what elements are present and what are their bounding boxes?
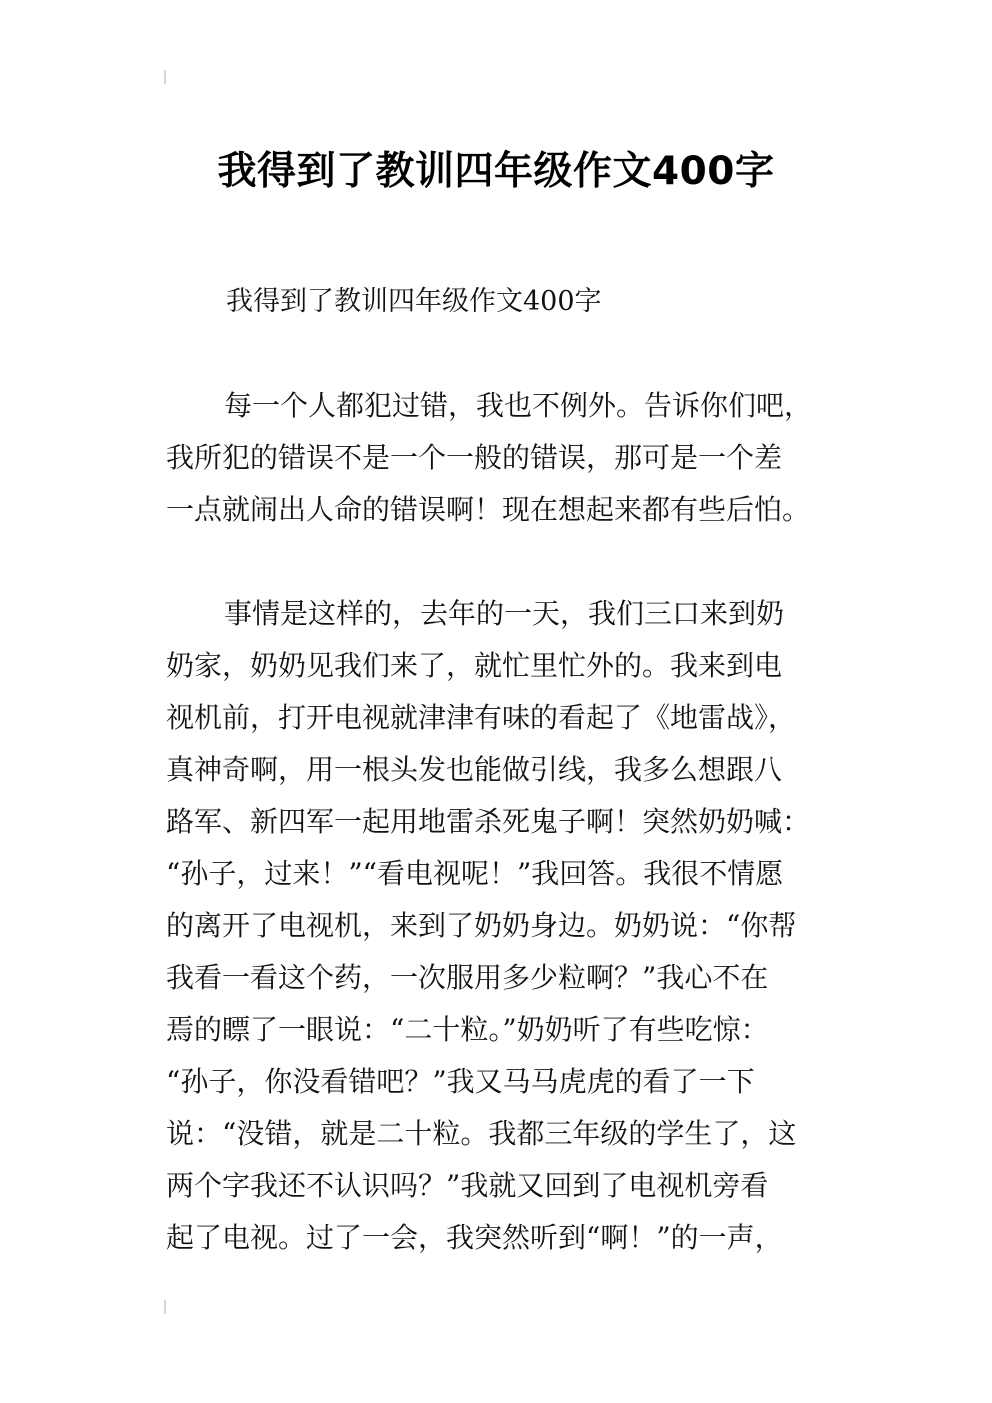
paragraph-line: 我看一看这个药，一次服用多少粒啊？”我心不在 [166, 961, 769, 994]
document-subtitle: 我得到了教训四年级作文400字 [226, 286, 602, 317]
paragraph-line: “孙子，过来！”“看电视呢！”我回答。我很不情愿 [166, 857, 784, 890]
paragraph-line: 视机前，打开电视就津津有味的看起了《地雷战》， [166, 701, 797, 734]
paragraph-line: 事情是这样的，去年的一天，我们三口来到奶 [224, 597, 785, 630]
paragraph-line: 我所犯的错误不是一个一般的错误，那可是一个差 [166, 441, 783, 474]
paragraph-line: 两个字我还不认识吗？”我就又回到了电视机旁看 [166, 1169, 769, 1202]
paragraph-1 [166, 380, 836, 536]
paragraph-line: 奶家，奶奶见我们来了，就忙里忙外的。我来到电 [166, 649, 783, 682]
paragraph-line: “孙子，你没看错吧？”我又马马虎虎的看了一下 [166, 1065, 755, 1098]
paragraph-line: 每一个人都犯过错，我也不例外。告诉你们吧， [224, 389, 813, 422]
paragraph-line: 起了电视。过了一会，我突然听到“啊！”的一声， [166, 1221, 783, 1254]
page-margin-mark-bottom [164, 1300, 166, 1314]
paragraph-line: 路军、新四军一起用地雷杀死鬼子啊！突然奶奶喊： [166, 805, 811, 838]
paragraph-line: 说：“没错，就是二十粒。我都三年级的学生了，这 [166, 1117, 797, 1150]
paragraph-line: 焉的瞟了一眼说：“二十粒。”奶奶听了有些吃惊： [166, 1013, 769, 1046]
paragraph-2 [166, 588, 836, 1264]
paragraph-line: 一点就闹出人命的错误啊！现在想起来都有些后怕。 [166, 493, 811, 526]
paragraph-line: 真神奇啊，用一根头发也能做引线，我多么想跟八 [166, 753, 783, 786]
paragraph-line: 的离开了电视机，来到了奶奶身边。奶奶说：“你帮 [166, 909, 797, 942]
page-margin-mark-top [164, 70, 166, 84]
page-title: 我得到了教训四年级作文400字 [217, 149, 775, 195]
